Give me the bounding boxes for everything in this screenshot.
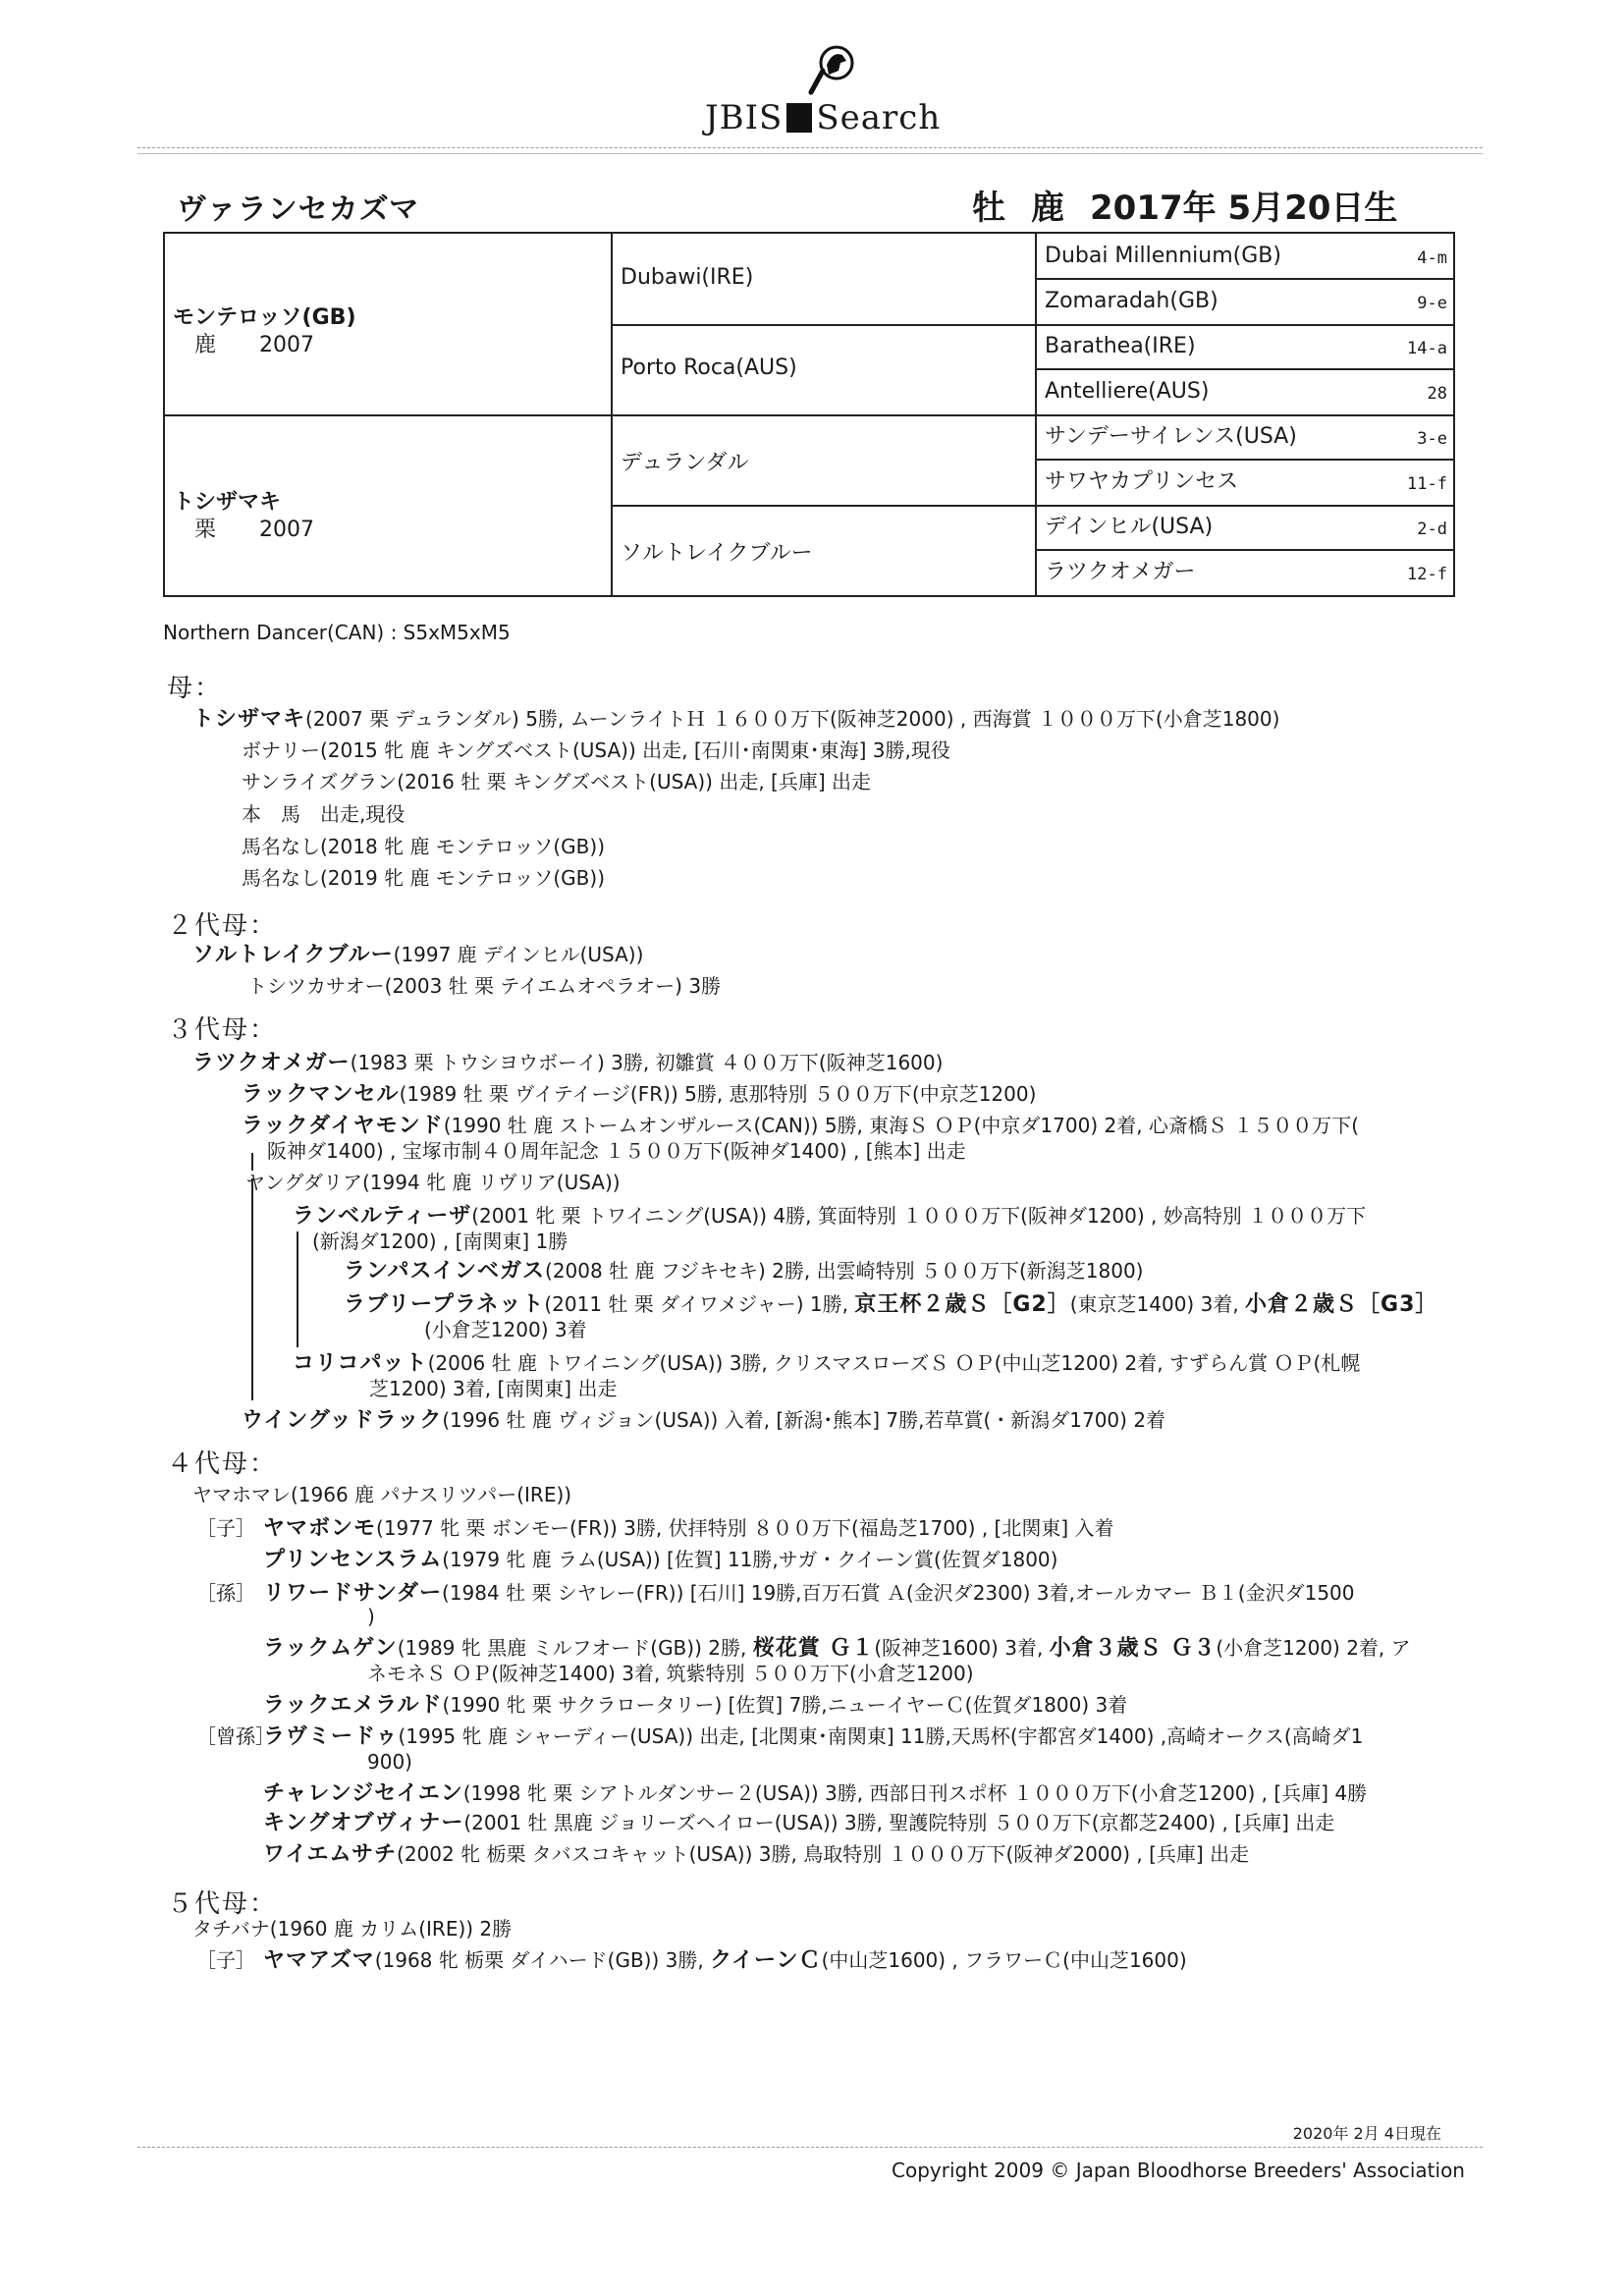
family-line: ヤマホマレ(1966 鹿 パナスリツパー(IRE))	[192, 1483, 572, 1506]
horse-info	[972, 181, 1423, 229]
gen3-name: Dubai Millennium(GB)	[1045, 244, 1281, 268]
section-3rd-dam: ３代母：	[167, 1015, 278, 1045]
family-line: ランパスインベガス(2008 牡 鹿 フジキセキ) 2勝, 出雲崎特別 ５００万下(新潟芝1800)	[344, 1259, 1144, 1284]
family-line: 阪神ダ1400) , 宝塚市制４０周年記念 １５００万下(阪神ダ1400) , [熊本] 出走	[267, 1139, 966, 1163]
family-line: 900)	[367, 1750, 412, 1774]
section-2nd-dam: ２代母：	[167, 911, 278, 941]
family-line: ラックダイヤモンド(1990 牡 鹿 ストームオンザルース(CAN)) 5勝, 東海Ｓ ＯＰ(中京ダ1700) 2着, 心斎橋Ｓ １５００万下(	[242, 1114, 1360, 1138]
family-line: チャレンジセイエン(1998 牝 栗 シアトルダンサー２(USA)) 3勝, 西部日刊スポ杯 １０００万下(小倉芝1200) , [兵庫] 4勝	[263, 1781, 1368, 1806]
sire-name: モンテロッソ(GB)	[173, 305, 356, 330]
family-line: キングオブヴィナー(2001 牡 黒鹿 ジョリーズヘイロー(USA)) 3勝, 聖護院特別 ５００万下(京都芝2400) , [兵庫] 出走	[263, 1811, 1335, 1835]
gen2-sire-dam: Porto Roca(AUS)	[621, 355, 797, 380]
gen2-dam-dam: ソルトレイクブルー	[621, 541, 813, 566]
gen3-row	[1045, 280, 1447, 323]
gen3-name: Zomaradah(GB)	[1045, 289, 1218, 313]
as-of-date: 2020年 2月 4日現在	[1292, 2124, 1441, 2143]
family-line: ラックマンセル(1989 牡 栗 ヴイテイージ(FR)) 5勝, 恵那特別 ５００万下(中京芝1200)	[242, 1082, 1037, 1107]
family-line: ボナリー(2015 牝 鹿 キングズベスト(USA)) 出走, [石川･南関東･東海] 3勝,現役	[242, 738, 950, 762]
gen2-dam-sire: デュランダル	[621, 451, 749, 475]
gen3-family: 3-e	[1417, 429, 1447, 449]
family-line: ラブリープラネット(2011 牡 栗 ダイワメジャー) 1勝, 京王杯２歳Ｓ［G2］(東京芝1400) 3着, 小倉２歳Ｓ［G3］	[344, 1292, 1438, 1317]
gen3-family: 9-e	[1417, 294, 1447, 313]
dam-info: 栗 2007	[194, 518, 314, 542]
family-line: タチバナ(1960 鹿 カリム(IRE)) 2勝	[192, 1917, 513, 1941]
gen3-row	[1045, 235, 1447, 278]
gen3-name: ラツクオメガー	[1045, 560, 1196, 584]
family-line: コリコパット(2006 牡 鹿 トワイニング(USA)) 3勝, クリスマスローズＳ ＯＰ(中山芝1200) 2着, すずらん賞 ＯＰ(札幌	[293, 1351, 1361, 1376]
header-divider-2	[137, 153, 1483, 154]
logo-text-search: Search	[816, 98, 942, 137]
gen3-family: 28	[1427, 384, 1447, 404]
family-line: ワイエムサチ(2002 牝 栃栗 タバスコキャット(USA)) 3勝, 鳥取特別 １０００万下(阪神ダ2000) , [兵庫] 出走	[263, 1842, 1250, 1867]
horse-sex: 牡	[972, 189, 1005, 228]
family-line: トシツカサオー(2003 牡 栗 テイエムオペラオー) 3勝	[247, 974, 722, 998]
family-line: ランベルティーザ(2001 牝 栗 トワイニング(USA)) 4勝, 箕面特別 １０００万下(阪神ダ1200) , 妙高特別 １０００万下	[293, 1204, 1367, 1229]
logo-text-jbis: JBIS	[705, 98, 784, 137]
horse-birthdate: 2017年 5月20日生	[1090, 189, 1398, 228]
gen3-row	[1045, 325, 1447, 368]
horse-color: 鹿	[1031, 189, 1064, 228]
gen3-name: サワヤカプリンセス	[1045, 469, 1239, 494]
gen3-name: Barathea(IRE)	[1045, 334, 1196, 358]
family-line: サンライズグラン(2016 牡 栗 キングズベスト(USA)) 出走, [兵庫] 出走	[242, 770, 872, 793]
family-line: プリンセンスラム(1979 牝 鹿 ラム(USA)) [佐賀] 11勝,サガ・クイーン賞(佐賀ダ1800)	[263, 1548, 1058, 1572]
family-line: ネモネＳ ＯＰ(阪神芝1400) 3着, 筑紫特別 ５００万下(小倉芝1200)	[367, 1662, 974, 1685]
family-line: (新潟ダ1200) , [南関東] 1勝	[312, 1230, 568, 1253]
family-line: トシザマキ(2007 栗 デュランダル) 5勝, ムーンライトＨ １６００万下(阪神芝2000) , 西海賞 １０００万下(小倉芝1800)	[192, 707, 1280, 732]
family-line: ［曾孫］ラヴミードゥ(1995 牝 鹿 シャーディー(USA)) 出走, [北関東･南関東] 11勝,天馬杯(宇都宮ダ1400) ,高崎オークス(高崎ダ1	[196, 1724, 1364, 1749]
horse-name: ヴァランセカズマ	[177, 192, 420, 227]
gen3-family: 2-d	[1417, 519, 1447, 539]
gen3-family: 4-m	[1417, 248, 1447, 268]
sire-info: 鹿 2007	[194, 333, 314, 357]
gen3-family: 14-a	[1407, 339, 1447, 358]
gen3-name: Antelliere(AUS)	[1045, 379, 1210, 404]
family-line: ラツクオメガー(1983 栗 トウシヨウボーイ) 3勝, 初雛賞 ４００万下(阪神芝1600)	[192, 1051, 944, 1075]
family-line: ソルトレイクブルー(1997 鹿 デインヒル(USA))	[192, 943, 644, 967]
family-line: ラックムゲン(1989 牝 黒鹿 ミルフオード(GB)) 2勝, 桜花賞 Ｇ１(阪神芝1600) 3着, 小倉３歳Ｓ Ｇ３(小倉芝1200) 2着, ア	[263, 1636, 1411, 1661]
gen3-row	[1045, 551, 1447, 594]
family-line: ヤングダリア(1994 牝 鹿 リヴリア(USA))	[245, 1171, 621, 1194]
inbreeding-note: Northern Dancer(CAN) : S5xM5xM5	[163, 621, 511, 644]
family-line: ラックエメラルド(1990 牝 栗 サクラロータリー) [佐賀] 7勝,ニューイヤーＣ(佐賀ダ1800) 3着	[263, 1693, 1128, 1718]
logo-mark	[786, 103, 812, 133]
header-divider	[137, 147, 1483, 148]
jbis-search-logo	[705, 41, 941, 139]
family-line: ［孫］ リワードサンダー(1984 牡 栗 シヤレー(FR)) [石川] 19勝,百万石賞 Ａ(金沢ダ2300) 3着,オールカマー Ｂ１(金沢ダ1500	[196, 1581, 1355, 1606]
gen3-row	[1045, 461, 1447, 504]
dam-name: トシザマキ	[173, 490, 282, 515]
gen3-row	[1045, 415, 1447, 459]
family-line: ［子］ ヤマボンモ(1977 牝 栗 ボンモー(FR)) 3勝, 伏拝特別 ８００万下(福島芝1700) , [北関東] 入着	[196, 1516, 1114, 1541]
gen2-sire-sire: Dubawi(IRE)	[621, 265, 754, 290]
family-line: 馬名なし(2018 牝 鹿 モンテロッソ(GB))	[242, 835, 606, 858]
family-line: (小倉芝1200) 3着	[424, 1318, 587, 1341]
horse-magnifier-icon	[801, 41, 864, 100]
family-line: 芝1200) 3着, [南関東] 出走	[369, 1377, 618, 1400]
section-dam: 母：	[167, 674, 223, 703]
family-connector	[297, 1231, 298, 1347]
copyright: Copyright 2009 © Japan Bloodhorse Breeders' Association	[892, 2159, 1465, 2182]
family-line: 馬名なし(2019 牝 鹿 モンテロッソ(GB))	[242, 866, 606, 890]
gen3-family: 12-f	[1407, 565, 1447, 584]
family-connector	[251, 1178, 253, 1400]
gen3-name: デインヒル(USA)	[1045, 515, 1214, 539]
gen3-name: サンデーサイレンス(USA)	[1045, 424, 1297, 449]
pedigree-table	[163, 232, 1455, 597]
family-line: 本 馬 出走,現役	[242, 802, 406, 826]
family-line: ウイングッドラック(1996 牡 鹿 ヴィジョン(USA)) 入着, [新潟･熊本] 7勝,若草賞(・新潟ダ1700) 2着	[242, 1408, 1166, 1433]
gen3-row	[1045, 506, 1447, 549]
gen3-row	[1045, 370, 1447, 413]
section-4th-dam: ４代母：	[167, 1449, 278, 1479]
gen3-family: 11-f	[1407, 474, 1447, 494]
footer-divider	[137, 2147, 1483, 2148]
section-5th-dam: ５代母：	[167, 1889, 278, 1919]
family-line: )	[367, 1605, 375, 1628]
family-line: ［子］ ヤマアズマ(1968 牝 栃栗 ダイハード(GB)) 3勝, クイーンＣ(中山芝1600) , フラワーＣ(中山芝1600)	[196, 1948, 1187, 1973]
